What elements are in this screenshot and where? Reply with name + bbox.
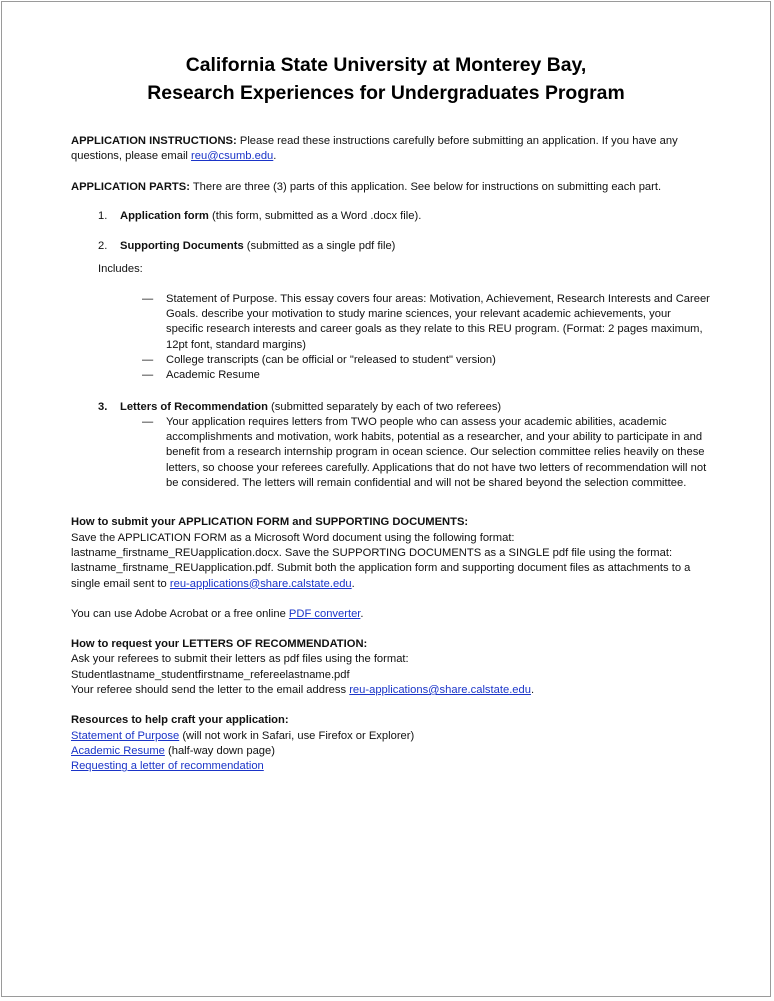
instructions-text: Please read these instructions carefully before submitting an application. If you have any questions, please email — [71, 135, 678, 163]
document-body — [71, 134, 711, 775]
instructions-paragraph: APPLICATION INSTRUCTIONS: Please read these instructions carefully before submitting an application. If you have any questions, please email reu@csumb.edu. — [71, 135, 678, 163]
dash-bullet: — — [142, 369, 154, 382]
list-item: — Academic Resume — [71, 368, 711, 383]
dash-bullet: — — [142, 415, 154, 428]
referee-email-link[interactable]: reu-applications@share.calstate.edu — [349, 684, 531, 697]
title-line-1: California State University at Monterey Bay, — [185, 54, 587, 76]
part-number: 3. — [98, 400, 108, 413]
dash-bullet: — — [142, 353, 154, 366]
document-title — [2, 51, 770, 107]
part-title: Letters of Recommendation — [120, 400, 268, 413]
statement-of-purpose-link[interactable]: Statement of Purpose — [71, 729, 180, 742]
parts-label: APPLICATION PARTS: — [71, 180, 190, 193]
part-number: 2. — [98, 240, 108, 253]
parts-text: There are three (3) parts of this application. See below for instructions on submitting each part. — [189, 180, 662, 193]
includes-label: Includes: — [98, 263, 143, 276]
parts-paragraph — [71, 180, 711, 195]
academic-resume-link[interactable]: Academic Resume — [71, 744, 165, 757]
submit-section: How to submit your APPLICATION FORM and SUPPORTING DOCUMENTS: Save the APPLICATION FORM as a Microsoft Word document using the following format: lastname_firstname_REUapplication.docx. Save the SUPPORTING DOCUMENTS as a SINGLE pdf file using the format: lastname_firstname_REUapplication.pdf. Submit both the application form and supporting document files as attachments to a single email sent to reu-applications@share.calstate.edu. — [71, 516, 691, 590]
list-item: — Your application requires letters from TWO people who can assess your academic abilities, academic accomplishments and motivation, work habits, potential as a researcher, and your ability to participate in and benefit from a research internship program in ocean science. Our selection committee relies heavily on these letters, so choose your referees carefully. Applications that do not have two letters of recommendation will not be considered. The letters will remain confidential and will not be shared beyond the selection committee. — [142, 415, 707, 490]
list-item: — Statement of Purpose. This essay covers four areas: Motivation, Achievement, Research Interests and Career Goals. describe your motivation to study marine sciences, your relevant academic achievements, your specific research interests and career goals as they relate to this REU program. (Format: 2 pages maximum, 12pt font, standard margins) — [142, 292, 710, 351]
pdf-converter-link[interactable]: PDF converter — [288, 607, 361, 620]
document-page — [1, 1, 771, 997]
part-item-application-form: 1. Application form (this form, submitted as a Word .docx file). — [71, 209, 711, 224]
part-number: 1. — [98, 209, 108, 222]
resources-heading: Resources to help craft your application: — [71, 714, 289, 727]
part-title: Supporting Documents — [120, 240, 244, 253]
submit-heading: How to submit your APPLICATION FORM and SUPPORTING DOCUMENTS: — [71, 516, 469, 529]
acrobat-paragraph: You can use Adobe Acrobat or a free online PDF converter. — [71, 607, 364, 620]
letters-heading: How to request your LETTERS OF RECOMMENDATION: — [71, 638, 368, 651]
part-item-letters: 3. Letters of Recommendation (submitted separately by each of two referees) — [71, 400, 711, 415]
recommendation-letter-link[interactable]: Requesting a letter of recommendation — [71, 760, 264, 773]
submission-email-link[interactable]: reu-applications@share.calstate.edu — [169, 577, 352, 590]
dash-bullet: — — [142, 292, 154, 305]
part-item-supporting-documents: 2. Supporting Documents (submitted as a single pdf file) — [71, 239, 711, 254]
list-item: — College transcripts (can be official or "released to student" version) — [71, 353, 711, 368]
instructions-label: APPLICATION INSTRUCTIONS: — [71, 135, 237, 147]
part-title: Application form — [120, 209, 209, 222]
resources-section: Resources to help craft your application: Statement of Purpose (will not work in Safari, use Firefox or Explorer) Academic Resume (half-way down page) Requesting a letter of recommendation — [71, 714, 415, 773]
title-line-2: Research Experiences for Undergraduates Program — [147, 82, 625, 104]
letters-section: How to request your LETTERS OF RECOMMENDATION: Ask your referees to submit their letters as pdf files using the format: Studentlastname_studentfirstname_refereelastname.pdf Your referee should send the letter to the email address reu-applications@share.calstate.edu. — [71, 638, 535, 697]
contact-email-link[interactable]: reu@csumb.edu — [191, 150, 274, 163]
